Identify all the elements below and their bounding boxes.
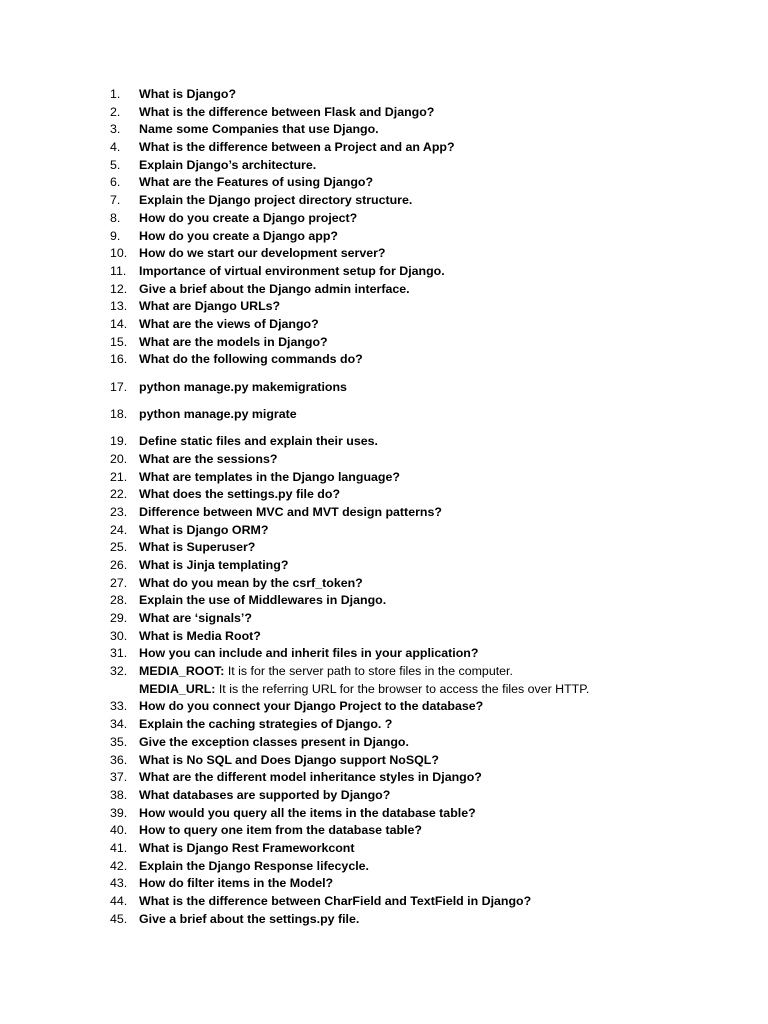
list-item xyxy=(110,504,730,522)
question-text: How to query one item from the database table? xyxy=(139,823,422,838)
question-text: How do filter items in the Model? xyxy=(139,876,334,891)
list-item xyxy=(110,522,730,540)
list-item xyxy=(110,298,730,316)
list-item-media-settings xyxy=(110,663,730,681)
question-text: What is Jinja templating? xyxy=(139,557,289,572)
list-item xyxy=(110,245,730,263)
list-item xyxy=(110,174,730,192)
media-url-description: It is the referring URL for the browser to access the files over HTTP. xyxy=(215,681,590,696)
list-item xyxy=(110,139,730,157)
question-text: Give a brief about the Django admin interface. xyxy=(139,281,410,296)
list-item xyxy=(110,351,730,369)
list-number: 25. xyxy=(110,540,128,555)
list-item xyxy=(110,557,730,575)
question-text: What is Media Root? xyxy=(139,628,261,643)
question-text: What do the following commands do? xyxy=(139,352,363,367)
question-text: What are the views of Django? xyxy=(139,316,319,331)
question-text: How do we start our development server? xyxy=(139,246,386,261)
list-number: 3. xyxy=(110,122,121,137)
list-number: 8. xyxy=(110,210,121,225)
list-number: 13. xyxy=(110,299,128,314)
list-number: 15. xyxy=(110,334,128,349)
question-text: Difference between MVC and MVT design patterns? xyxy=(139,504,442,519)
question-text: What does the settings.py file do? xyxy=(139,487,341,502)
list-item xyxy=(110,539,730,557)
question-text: Explain the Django Response lifecycle. xyxy=(139,858,369,873)
list-number: 7. xyxy=(110,193,121,208)
question-text: python manage.py makemigrations xyxy=(139,379,347,394)
list-item xyxy=(110,592,730,610)
question-text: Define static files and explain their uses. xyxy=(139,434,378,449)
list-item xyxy=(110,716,730,734)
list-number: 6. xyxy=(110,175,121,190)
list-number: 45. xyxy=(110,911,128,926)
list-number: 42. xyxy=(110,858,128,873)
list-number: 21. xyxy=(110,469,128,484)
question-text: What is the difference between Flask and Django? xyxy=(139,104,435,119)
question-text: How do you create a Django project? xyxy=(139,210,358,225)
question-text: Give the exception classes present in Django. xyxy=(139,734,409,749)
list-number: 22. xyxy=(110,487,128,502)
list-number: 26. xyxy=(110,557,128,572)
list-number: 11. xyxy=(110,263,127,278)
list-number: 24. xyxy=(110,522,128,537)
question-text: What are templates in the Django language? xyxy=(139,469,400,484)
list-number: 37. xyxy=(110,770,128,785)
list-item xyxy=(110,486,730,504)
question-text: What is Django? xyxy=(139,87,237,101)
list-item xyxy=(110,451,730,469)
question-text: How you can include and inherit files in your application? xyxy=(139,646,479,661)
list-number: 38. xyxy=(110,787,128,802)
list-number: 9. xyxy=(110,228,121,243)
list-item xyxy=(110,157,730,175)
list-number: 2. xyxy=(110,104,121,119)
list-number: 44. xyxy=(110,894,128,909)
list-number: 23. xyxy=(110,504,128,519)
question-text: What is Django Rest Frameworkcont xyxy=(139,840,355,855)
list-number: 31. xyxy=(110,646,128,661)
list-item xyxy=(110,822,730,840)
list-item xyxy=(110,840,730,858)
list-number: 29. xyxy=(110,611,128,626)
list-number: 16. xyxy=(110,352,128,367)
question-text: Give a brief about the settings.py file. xyxy=(139,911,360,926)
question-text: What is the difference between a Project and an App? xyxy=(139,140,455,155)
question-list xyxy=(110,86,730,928)
list-item xyxy=(110,734,730,752)
list-number: 43. xyxy=(110,876,128,891)
list-item xyxy=(110,192,730,210)
list-item xyxy=(110,228,730,246)
media-root-line xyxy=(139,663,513,681)
list-item xyxy=(110,610,730,628)
list-number: 28. xyxy=(110,593,128,608)
media-root-description: It is for the server path to store files in the computer. xyxy=(224,664,513,679)
question-text: python manage.py migrate xyxy=(139,406,297,421)
question-text: Importance of virtual environment setup for Django. xyxy=(139,263,445,278)
list-item xyxy=(110,875,730,893)
question-text: How would you query all the items in the database table? xyxy=(139,805,476,820)
list-item xyxy=(110,893,730,911)
list-number: 33. xyxy=(110,699,128,714)
question-text: What is the difference between CharField and TextField in Django? xyxy=(139,894,532,909)
question-text: What do you mean by the csrf_token? xyxy=(139,575,363,590)
list-number: 14. xyxy=(110,316,128,331)
list-number: 1. xyxy=(110,87,121,101)
list-item xyxy=(110,281,730,299)
list-number: 40. xyxy=(110,823,128,838)
list-item xyxy=(110,379,730,397)
list-item xyxy=(110,769,730,787)
list-number: 41. xyxy=(110,840,128,855)
media-url-line xyxy=(110,681,730,699)
question-text: What are Django URLs? xyxy=(139,299,281,314)
list-item xyxy=(110,210,730,228)
list-item xyxy=(110,121,730,139)
list-item xyxy=(110,316,730,334)
list-item xyxy=(110,469,730,487)
question-text: What are the different model inheritance styles in Django? xyxy=(139,770,482,785)
list-number: 17. xyxy=(110,379,128,394)
list-number: 5. xyxy=(110,157,121,172)
list-number: 18. xyxy=(110,406,128,421)
list-item xyxy=(110,433,730,451)
question-text: How do you connect your Django Project to the database? xyxy=(139,699,484,714)
question-text: What is Superuser? xyxy=(139,540,256,555)
question-text: Explain Django’s architecture. xyxy=(139,157,317,172)
question-text: What is No SQL and Does Django support NoSQL? xyxy=(139,752,439,767)
list-number: 32. xyxy=(110,664,128,679)
list-item xyxy=(110,698,730,716)
question-text: What are the Features of using Django? xyxy=(139,175,374,190)
list-item xyxy=(110,263,730,281)
media-root-label: MEDIA_ROOT: xyxy=(139,664,225,679)
list-number: 19. xyxy=(110,434,128,449)
question-text: What are the models in Django? xyxy=(139,334,328,349)
list-item xyxy=(110,334,730,352)
list-item xyxy=(110,645,730,663)
list-number: 10. xyxy=(110,246,128,261)
question-text: What are ‘signals’? xyxy=(139,611,252,626)
list-number: 12. xyxy=(110,281,128,296)
list-item xyxy=(110,787,730,805)
question-text: Explain the caching strategies of Django. ? xyxy=(139,717,393,732)
list-number: 20. xyxy=(110,451,128,466)
list-number: 35. xyxy=(110,734,128,749)
list-item xyxy=(110,752,730,770)
question-text: How do you create a Django app? xyxy=(139,228,338,243)
question-text: Name some Companies that use Django. xyxy=(139,122,379,137)
list-item xyxy=(110,86,730,104)
list-item xyxy=(110,805,730,823)
list-item xyxy=(110,628,730,646)
list-number: 27. xyxy=(110,575,128,590)
media-url-label: MEDIA_URL: xyxy=(139,681,216,696)
list-number: 36. xyxy=(110,752,128,767)
question-text: What databases are supported by Django? xyxy=(139,787,391,802)
list-item xyxy=(110,911,730,929)
question-text: What are the sessions? xyxy=(139,451,278,466)
list-item xyxy=(110,858,730,876)
question-text: What is Django ORM? xyxy=(139,522,269,537)
question-text: Explain the use of Middlewares in Django. xyxy=(139,593,387,608)
list-number: 30. xyxy=(110,628,128,643)
question-text: Explain the Django project directory structure. xyxy=(139,193,413,208)
list-item xyxy=(110,104,730,122)
list-item xyxy=(110,575,730,593)
list-number: 4. xyxy=(110,140,121,155)
list-number: 39. xyxy=(110,805,128,820)
list-number: 34. xyxy=(110,717,128,732)
list-item xyxy=(110,406,730,424)
